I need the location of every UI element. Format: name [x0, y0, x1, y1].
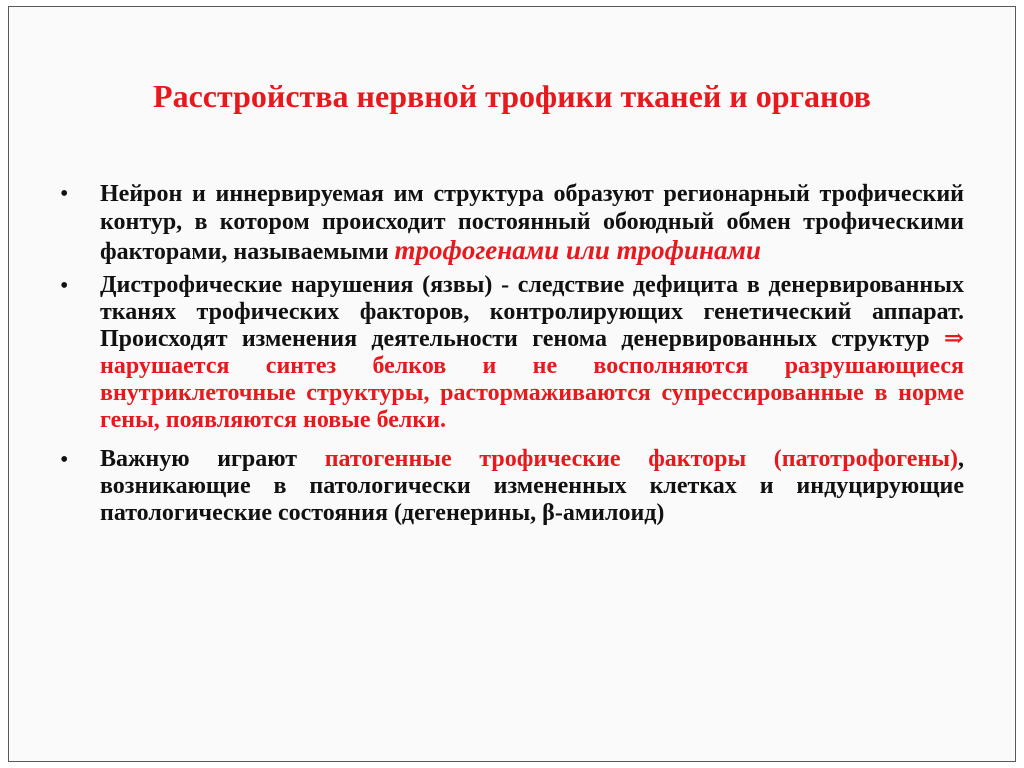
bullet-marker: • [60, 181, 69, 207]
bullet-marker: • [60, 273, 69, 299]
bullet-marker: • [60, 447, 69, 473]
bullet-list [60, 180, 964, 527]
slide-title: Расстройства нервной трофики тканей и органов [153, 78, 871, 114]
bullet-item-3 [60, 446, 964, 527]
bullet-text-highlight: нарушается синтез белков и не восполняются разрушающиеся внутриклеточные структуры, растормаживаются супрессированные в норме гены, появляются новые белки. [100, 353, 964, 433]
bullet-text-emphasis: трофогенами или трофинами [394, 235, 762, 265]
bullet-item-1 [60, 180, 964, 266]
bullet-text-highlight: патогенные трофические факторы (патотрофогены) [324, 446, 958, 472]
bullet-item-2 [60, 272, 964, 434]
bullet-text [100, 272, 964, 434]
bullet-text [100, 180, 964, 266]
bullet-text-main: Нейрон и иннервируемая им структура образуют регионарный трофический контур, в котором происходит постоянный обоюдный обмен трофическими факторами, называемыми [100, 181, 964, 265]
bullet-text-continued: , возникающие в патологически измененных клетках и индуцирующие патологические состояния (дегенерины, β-амилоид) [100, 446, 964, 526]
implies-arrow-icon: ⇒ [943, 326, 964, 352]
bullet-text-main: Дистрофические нарушения (язвы) - следствие дефицита в денервированных тканях трофических факторов, контролирующих генетический аппарат. Происходят изменения деятельности генома денервированных структур [100, 272, 964, 352]
bullet-text-main: Важную играют [100, 446, 325, 472]
bullet-text [100, 446, 964, 527]
